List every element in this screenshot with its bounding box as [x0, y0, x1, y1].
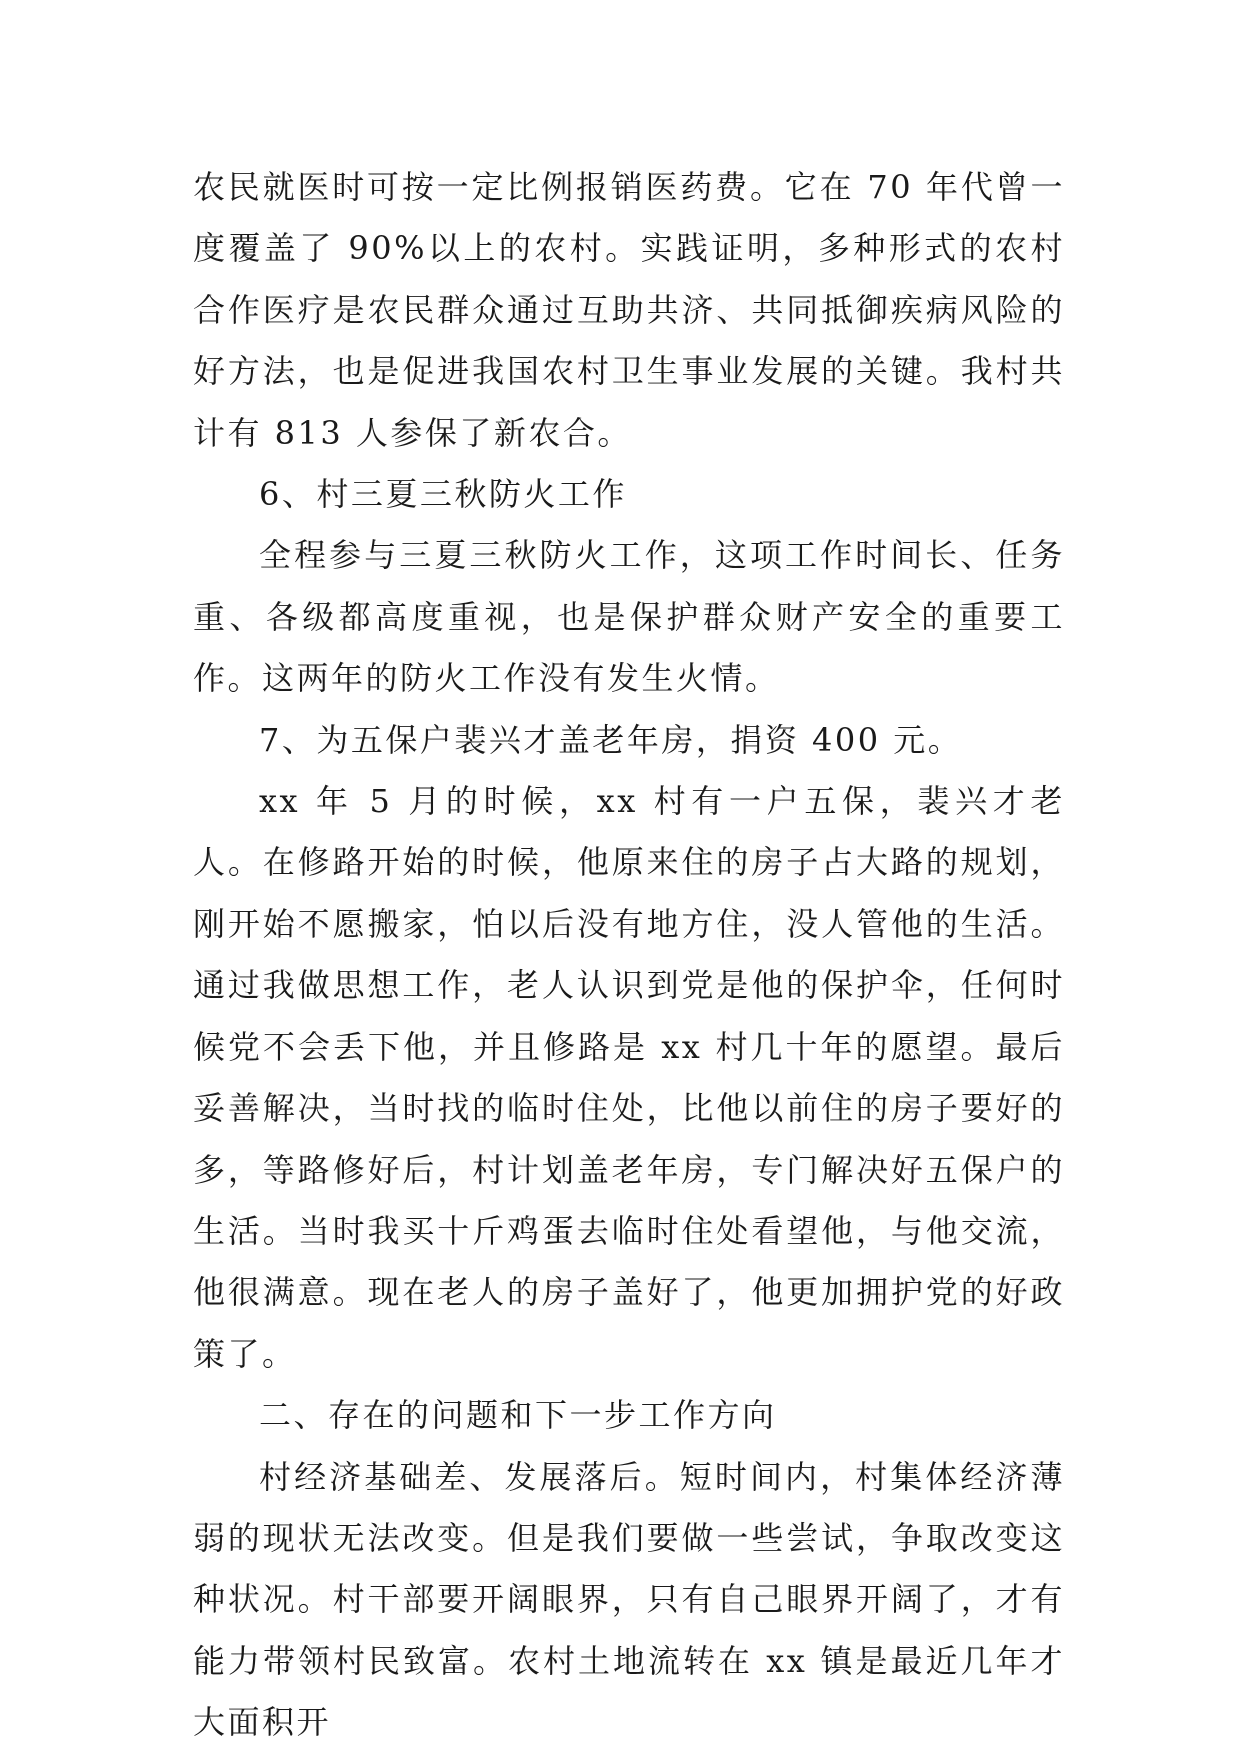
section-heading-elderly-housing: 7、为五保户裴兴才盖老年房，捐资 400 元。: [259, 720, 963, 759]
section-heading-problems: 二、存在的问题和下一步工作方向: [259, 1396, 777, 1435]
paragraph-fire-prevention: 全程参与三夏三秋防火工作，这项工作时间长、任务重、各级都高度重视，也是保护群众财产安全的重要工作。这两年的防火工作没有发生火情。: [193, 536, 1065, 698]
paragraph-elderly-housing: xx 年 5 月的时候，xx 村有一户五保，裴兴才老人。在修路开始的时候，他原来住的房子占大路的规划，刚开始不愿搬家，怕以后没有地方住，没人管他的生活。通过我做思想工作，老人认识到党是他的保护伞，任何时候党不会丢下他，并且修路是 xx 村几十年的愿望。最后妥善解决，当时找的临时住处，比他以前住的房子要好的多，等路修好后，村计划盖老年房，专门解决好五保户的生活。当时我买十斤鸡蛋去临时住处看望他，与他交流，他很满意。现在老人的房子盖好了，他更加拥护党的好政策了。: [193, 782, 1065, 1373]
paragraph-problems: 村经济基础差、发展落后。短时间内，村集体经济薄弱的现状无法改变。但是我们要做一些尝试，争取改变这种状况。村干部要开阔眼界，只有自己眼界开阔了，才有能力带领村民致富。农村土地流转在 xx 镇是最近几年才大面积开: [193, 1457, 1065, 1742]
paragraph-continuation: 农民就医时可按一定比例报销医药费。它在 70 年代曾一度覆盖了 90%以上的农村。实践证明，多种形式的农村合作医疗是农民群众通过互助共济、共同抵御疾病风险的好方法，也是促进我国农村卫生事业发展的关键。我村共计有 813 人参保了新农合。: [193, 168, 1065, 452]
section-heading-fire-prevention: 6、村三夏三秋防火工作: [259, 475, 627, 514]
document-body: [193, 157, 1065, 1754]
